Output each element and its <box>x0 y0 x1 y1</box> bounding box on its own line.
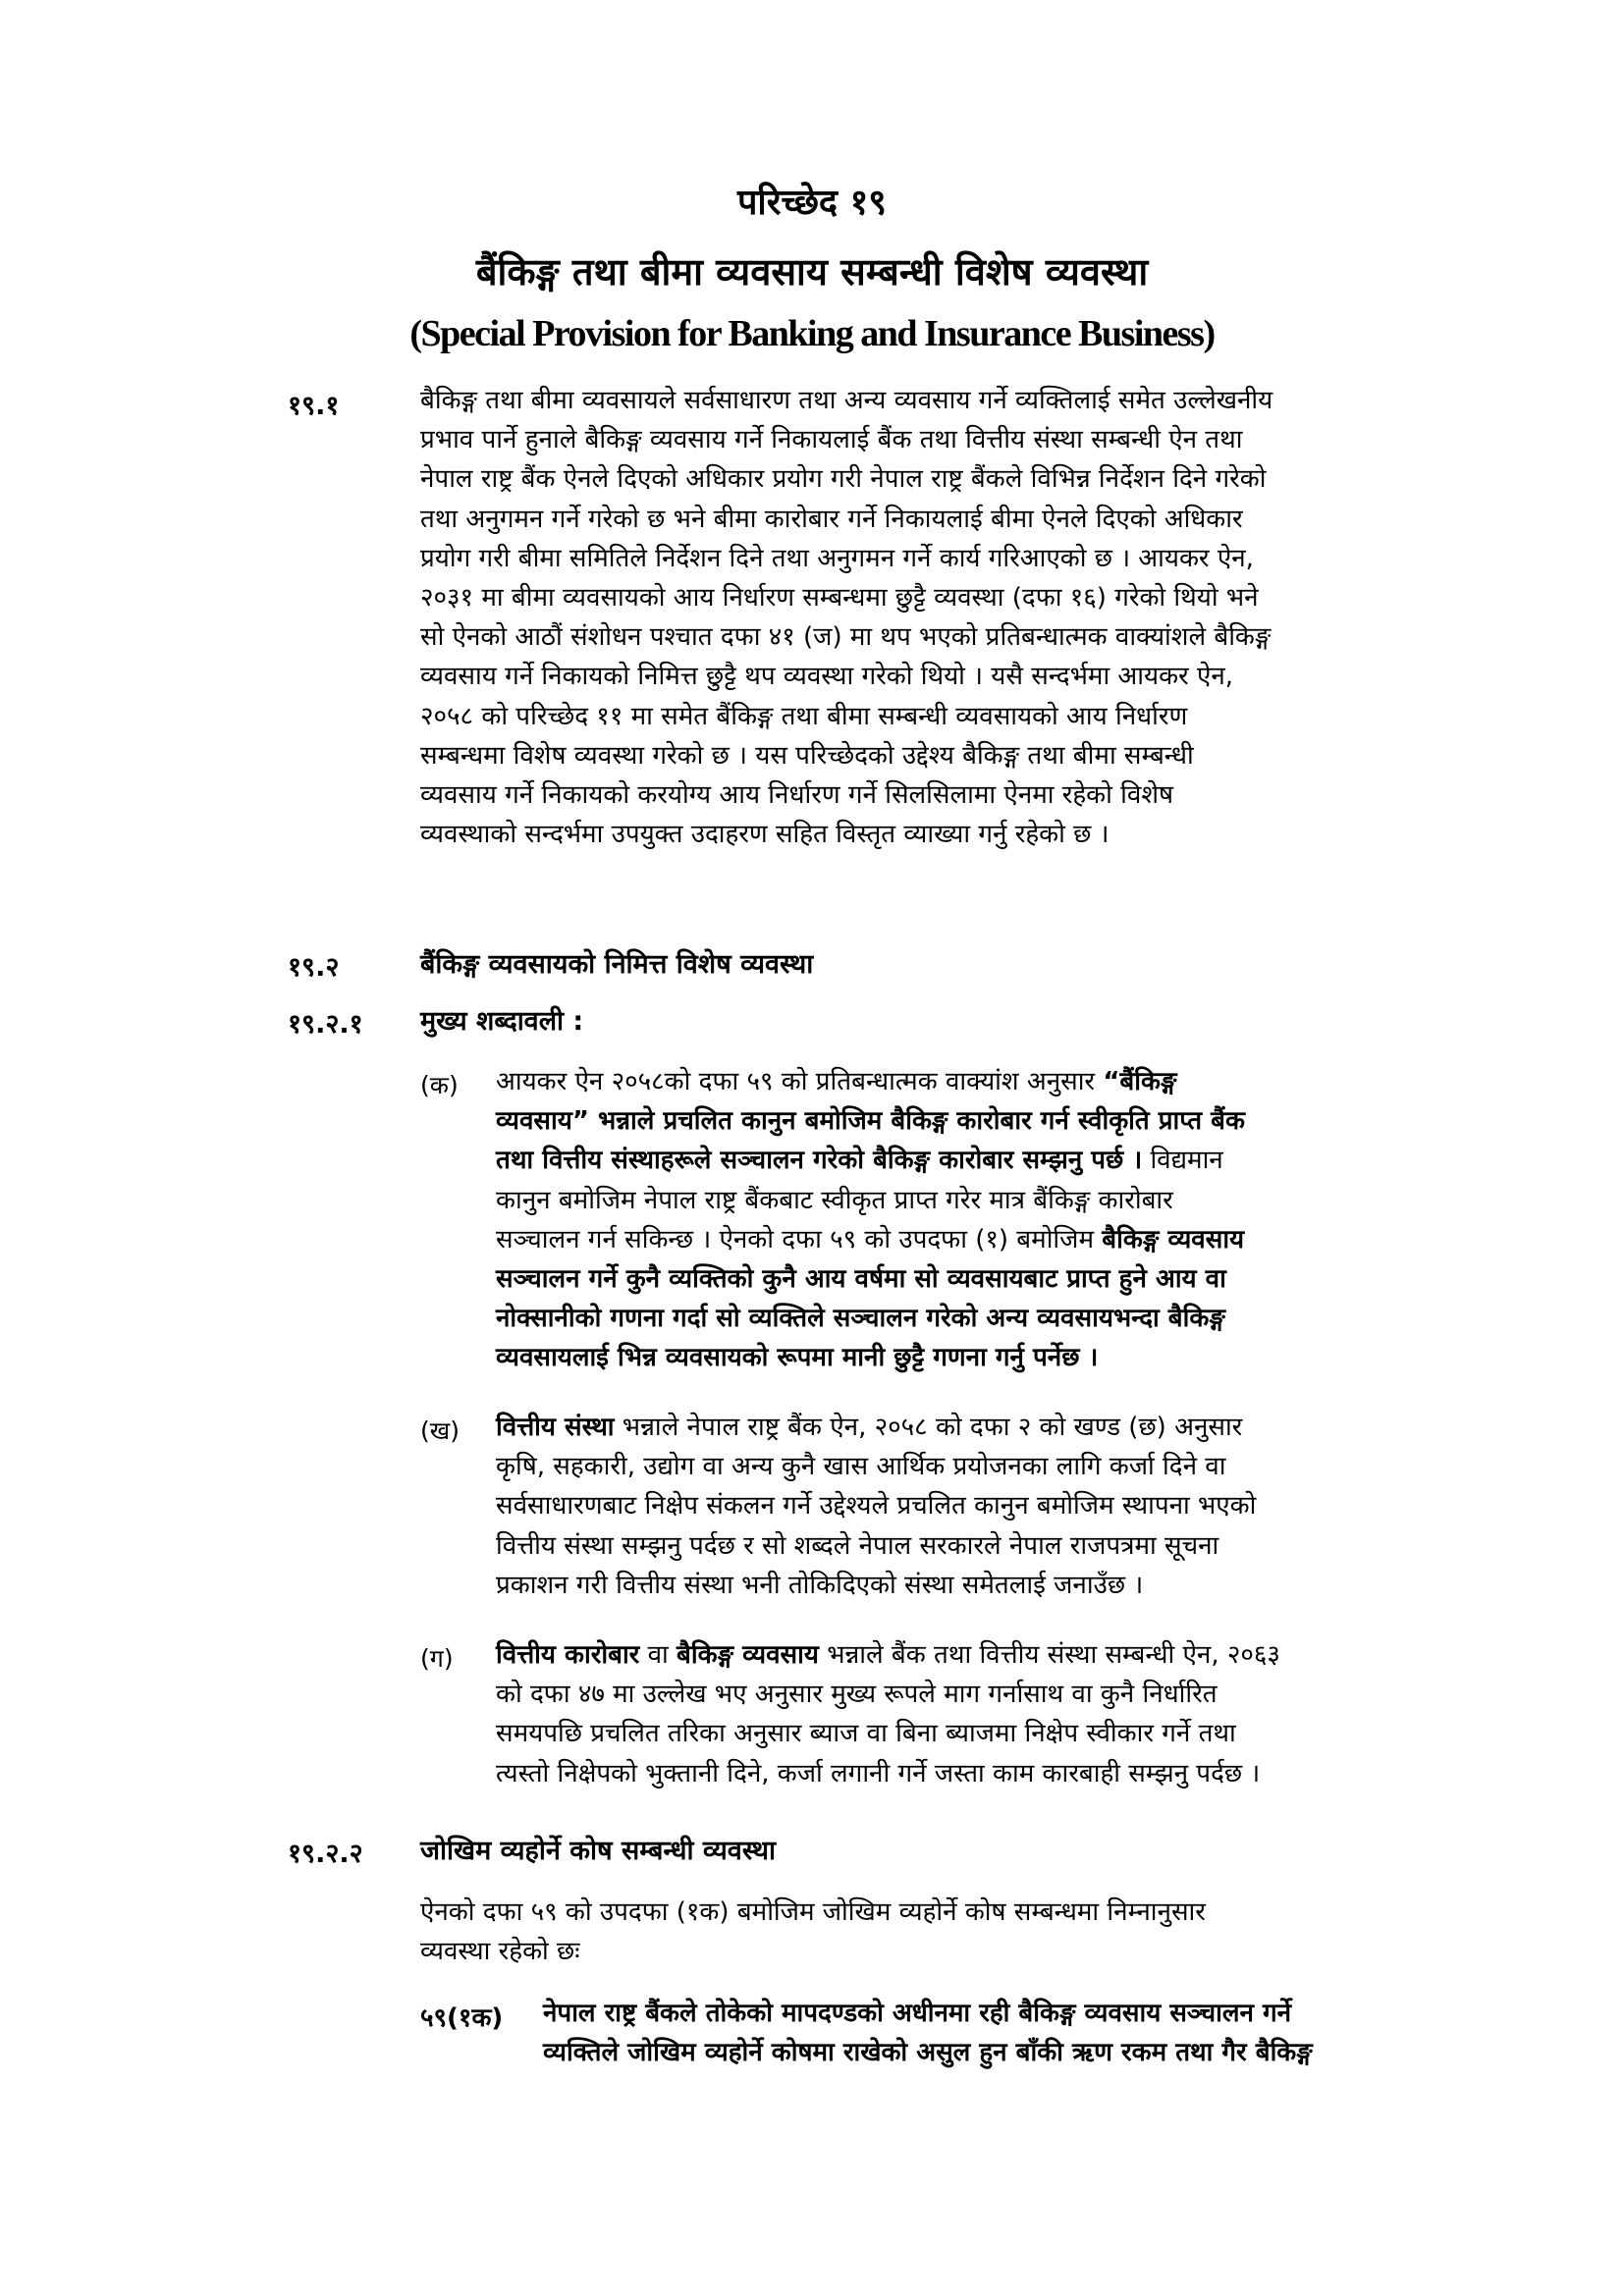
bold-term: तथा वित्तीय संस्थाहरूले सञ्चालन गरेको बैकिङ्ग कारोबार सम्झनु पर्छ । <box>496 1146 1143 1176</box>
paragraph-line: त्यस्तो निक्षेपको भुक्तानी दिने, कर्जा लगानी गर्ने जस्ता काम कारबाही सम्झनु पर्दछ । <box>496 1758 1261 1789</box>
section-number-19-2-1: १९.२.१ <box>288 1009 363 1040</box>
paragraph-line: नेपाल राष्ट्र बैंक ऐनले दिएको अधिकार प्रयोग गरी नेपाल राष्ट्र बैंकले विभिन्न निर्देशन दिने गरेको <box>420 464 1267 495</box>
law-clause-marker: ५९(१क) <box>420 2003 504 2033</box>
paragraph-line: प्रयोग गरी बीमा समितिले निर्देशन दिने तथा अनुगमन गर्ने कार्य गरिआएको छ । आयकर ऐन, <box>420 543 1254 573</box>
paragraph-line: बैकिङ्ग तथा बीमा व्यवसायले सर्वसाधारण तथा अन्य व्यवसाय गर्ने व्यक्तिलाई समेत उल्लेखनीय <box>420 386 1273 415</box>
text-run: आयकर ऐन २०५८को दफा ५९ को प्रतिबन्धात्मक वाक्यांश अनुसार <box>496 1067 1104 1096</box>
section-heading-19-2-2: जोखिम व्यहोर्ने कोष सम्बन्धी व्यवस्था <box>420 1836 777 1866</box>
section-number-19-1: १९.१ <box>288 391 340 421</box>
paragraph-line: वित्तीय संस्था सम्झनु पर्दछ र सो शब्दले नेपाल सरकारले नेपाल राजपत्रमा सूचना <box>496 1530 1219 1561</box>
text-run: भन्नाले बैंक तथा वित्तीय संस्था सम्बन्धी ऐन, २०६३ <box>818 1640 1280 1670</box>
paragraph-line: सर्वसाधारणबाट निक्षेप संकलन गर्ने उद्देश्यले प्रचलित कानुन बमोजिम स्थापना भएको <box>496 1491 1257 1522</box>
paragraph-line: सम्बन्धमा विशेष व्यवस्था गरेको छ । यस परिच्छेदको उद्देश्य बैकिङ्ग तथा बीमा सम्बन्धी <box>420 740 1194 771</box>
bold-line: सञ्चालन गर्ने कुनै व्यक्तिको कुनै आय वर्षमा सो व्यवसायबाट प्राप्त हुने आय वा <box>496 1264 1226 1295</box>
paragraph-line: कृषि, सहकारी, उद्योग वा अन्य कुनै खास आर्थिक प्रयोजनका लागि कर्जा दिने वा <box>496 1452 1226 1482</box>
section-19-2-2-intro <box>420 1893 1328 1971</box>
paragraph-line: व्यक्तिले जोखिम व्यहोर्ने कोषमा राखेको असुल हुन बाँकी ऋण रकम तथा गैर बैकिङ्ग <box>543 2038 1313 2068</box>
paragraph-line: नेपाल राष्ट्र बैंकले तोकेको मापदण्डको अधीनमा रही बैकिङ्ग व्यवसाय सञ्चालन गर्ने <box>543 1999 1292 2028</box>
paragraph-line: व्यवसाय गर्ने निकायको निमित्त छुट्टै थप व्यवस्था गरेको थियो । यसै सन्दर्भमा आयकर ऐन, <box>420 662 1234 692</box>
law-clause-text <box>543 1994 1328 2072</box>
bold-term: वित्तीय कारोबार <box>496 1640 640 1670</box>
paragraph-line: कानुन बमोजिम नेपाल राष्ट्र बैंकबाट स्वीकृत प्राप्त गरेर मात्र बैंकिङ्ग कारोबार <box>496 1185 1173 1215</box>
section-number-19-2: १९.२ <box>288 952 340 983</box>
chapter-title: बैंकिङ्ग तथा बीमा व्यवसाय सम्बन्धी विशेष व्यवस्था <box>475 250 1149 294</box>
item-ka-paragraph <box>496 1062 1328 1378</box>
bold-term: “बैंकिङ्ग <box>1103 1067 1177 1096</box>
paragraph-line: समयपछि प्रचलित तरिका अनुसार ब्याज वा बिना ब्याजमा निक्षेप स्वीकार गर्ने तथा <box>496 1719 1236 1749</box>
chapter-title-english: (Special Provision for Banking and Insurance Business) <box>409 313 1215 354</box>
section-19-1-paragraph <box>420 381 1328 854</box>
paragraph-line: तथा अनुगमन गर्ने गरेको छ भने बीमा कारोबार गर्ने निकायलाई बीमा ऐनले दिएको अधिकार <box>420 504 1243 534</box>
text-run: वा <box>639 1640 677 1670</box>
item-marker-kha: (ख) <box>420 1416 460 1445</box>
paragraph-line: व्यवसाय गर्ने निकायको करयोग्य आय निर्धारण गर्ने सिलसिलामा ऐनमा रहेको विशेष <box>420 780 1174 811</box>
item-ga-paragraph <box>496 1635 1328 1793</box>
text-run: सञ्चालन गर्न सकिन्छ । ऐनको दफा ५९ को उपदफा (१) बमोजिम <box>496 1224 1103 1255</box>
paragraph-line: को दफा ४७ मा उल्लेख भए अनुसार मुख्य रूपले माग गर्नासाथ वा कुनै निर्धारित <box>496 1680 1218 1710</box>
chapter-label: परिच्छेद १९ <box>736 183 888 223</box>
paragraph-line: २०५८ को परिच्छेद ११ मा समेत बैंकिङ्ग तथा बीमा सम्बन्धी व्यवसायको आय निर्धारण <box>420 701 1188 731</box>
item-marker-ga: (ग) <box>420 1644 454 1673</box>
bold-line: व्यवसाय” भन्नाले प्रचलित कानुन बमोजिम बैकिङ्ग कारोबार गर्न स्वीकृति प्राप्त बैंक <box>496 1106 1245 1137</box>
text-run: विद्यमान <box>1142 1146 1223 1176</box>
item-kha-paragraph <box>496 1408 1328 1605</box>
bold-term: वित्तीय संस्था <box>496 1413 615 1442</box>
section-number-19-2-2: १९.२.२ <box>288 1839 363 1869</box>
item-marker-ka: (क) <box>420 1071 459 1099</box>
paragraph-line: प्रकाशन गरी वित्तीय संस्था भनी तोकिदिएको संस्था समेतलाई जनाउँछ । <box>496 1570 1144 1600</box>
bold-term: बैकिङ्ग व्यवसाय <box>677 1640 819 1670</box>
bold-term: बैकिङ्ग व्यवसाय <box>1102 1224 1245 1255</box>
paragraph-line: २०३१ मा बीमा व्यवसायको आय निर्धारण सम्बन्धमा छुट्टै व्यवस्था (दफा १६) गरेको थियो भने <box>420 583 1259 614</box>
paragraph-line: ऐनको दफा ५९ को उपदफा (१क) बमोजिम जोखिम व्यहोर्ने कोष सम्बन्धमा निम्नानुसार <box>420 1897 1206 1927</box>
paragraph-line: प्रभाव पार्ने हुनाले बैकिङ्ग व्यवसाय गर्ने निकायलाई बैंक तथा वित्तीय संस्था सम्बन्धी ऐन तथा <box>420 425 1243 455</box>
bold-line: व्यवसायलाई भिन्न व्यवसायको रूपमा मानी छुट्टै गणना गर्नु पर्नेछ । <box>496 1343 1099 1373</box>
paragraph-line: व्यवस्थाको सन्दर्भमा उपयुक्त उदाहरण सहित विस्तृत व्याख्या गर्नु रहेको छ । <box>420 820 1110 850</box>
paragraph-line: व्यवस्था रहेको छः <box>420 1937 580 1967</box>
paragraph-line: सो ऐनको आठौं संशोधन पश्चात दफा ४१ (ज) मा थप भएको प्रतिबन्धात्मक वाक्यांशले बैकिङ्ग <box>420 622 1272 653</box>
text-run: भन्नाले नेपाल राष्ट्र बैंक ऐन, २०५८ को दफा २ को खण्ड (छ) अनुसार <box>614 1413 1243 1442</box>
bold-line: नोक्सानीको गणना गर्दा सो व्यक्तिले सञ्चालन गरेको अन्य व्यवसायभन्दा बैकिङ्ग <box>496 1304 1225 1334</box>
section-heading-19-2: बैंकिङ्ग व्यवसायको निमित्त विशेष व्यवस्था <box>420 949 814 980</box>
section-heading-19-2-1: मुख्य शब्दावली : <box>420 1006 584 1037</box>
